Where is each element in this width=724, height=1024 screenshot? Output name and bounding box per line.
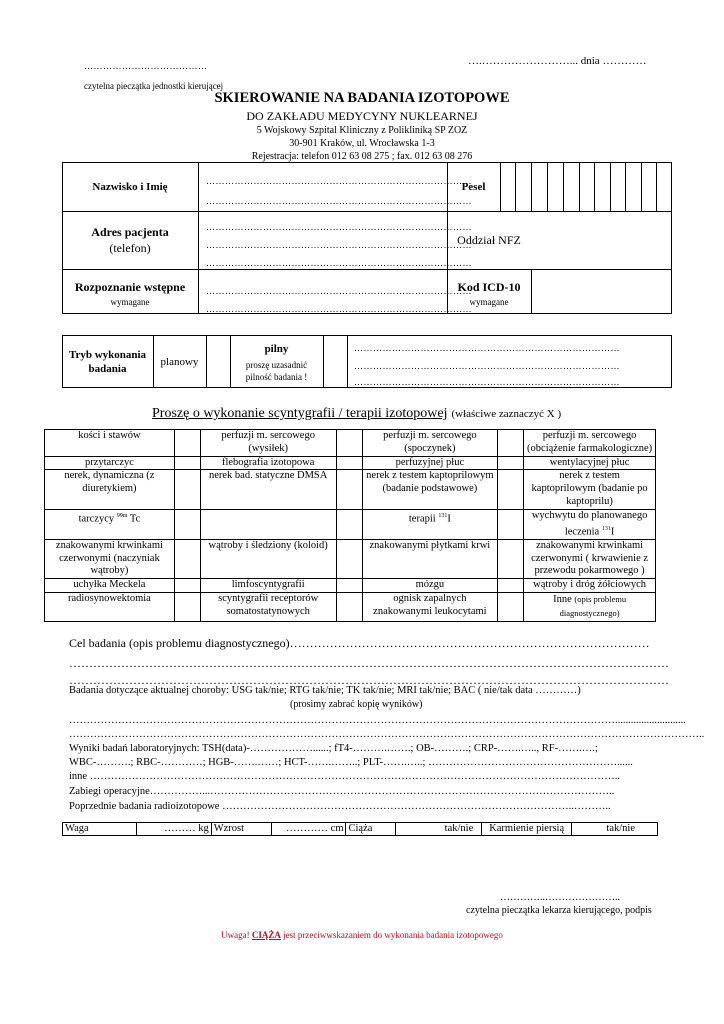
exam-checkbox[interactable] — [174, 539, 200, 578]
icd-required: wymagane — [469, 297, 509, 307]
warning-suffix: jest przeciwwskazaniem do wykonania badania izotopowego — [283, 930, 503, 940]
exam-cell: wątroby i śledziony (koloid) — [200, 539, 336, 578]
table-row — [45, 430, 656, 457]
registration-info: Rejestracja: telefon 012 63 08 275 ; fax. 012 63 08 276 — [251, 151, 473, 162]
exam-cell: nerek z testem kaptoprilowym (badanie podstawowe) — [362, 470, 498, 509]
table-row — [63, 823, 658, 836]
blank-line-2[interactable]: ……………………………………………………………………………………………………………………………………………………………….. — [69, 729, 705, 740]
other-line[interactable]: inne …………………………………………………………………………………………………………………………………….. — [69, 771, 620, 782]
exam-cell: nerek, dynamiczna (z diuretykiem) — [45, 470, 175, 509]
lab-line-1[interactable]: Wyniki badań laboratoryjnych: TSH(data)-………………......; fT4-……….…….; OB-……….; CRP-…….….., RF-…….….; — [69, 743, 598, 754]
exam-checkbox[interactable] — [336, 579, 362, 593]
lab-line-2[interactable]: WBC-……….; RBC-…………; HGB-…….……; HCT-…….……..; PLT-…….…..; ………………………………………………...... — [69, 757, 633, 768]
table-row — [45, 579, 656, 593]
address-label: Adres pacjenta — [91, 225, 169, 239]
exam-cell: perfuzji m. sercowego (obciążenie farmakologiczne) — [524, 430, 656, 457]
exam-cell: scyntygrafii receptorów somatostatynowych — [200, 593, 336, 622]
phone-label: (telefon) — [109, 241, 151, 255]
exam-checkbox[interactable] — [498, 430, 524, 457]
exam-cell: perfuzji m. sercowego (spoczynek) — [362, 430, 498, 457]
exam-checkbox[interactable] — [174, 470, 200, 509]
icd-label: Kod ICD-10 — [457, 280, 521, 294]
exam-checkbox[interactable] — [174, 579, 200, 593]
vitals-table — [62, 822, 658, 836]
stamp-label: czytelna pieczątka jednostki kierującej — [84, 81, 224, 91]
request-note: (właściwe zaznaczyć X ) — [451, 408, 562, 420]
urgent-reason-3[interactable]: ………………………………………………………………………… — [354, 377, 620, 387]
goal-line[interactable]: Cel badania (opis problemu diagnostycznego)……………………………………………………………………………… — [69, 636, 650, 650]
request-heading: Proszę o wykonanie scyntygrafii / terapii izotopowej — [152, 406, 448, 421]
diagnosis-field-1[interactable]: ………………………………………………………………………… — [206, 286, 472, 296]
exam-checkbox[interactable] — [336, 430, 362, 457]
exam-checkbox[interactable] — [336, 470, 362, 509]
exam-cell: terapii $^{131}$I — [362, 509, 498, 539]
exam-checkbox[interactable] — [336, 509, 362, 539]
hospital-address: 30-901 Kraków, ul. Wrocławska 1-3 — [289, 138, 435, 149]
exam-cell: nerek z testem kaptoprilowym (badanie po kaptoprilu) — [524, 470, 656, 509]
previous-exams-line[interactable]: Poprzednie badania radioizotopowe ………………………………………………………………………………………..……….. — [69, 801, 611, 812]
exam-checkbox[interactable] — [174, 509, 200, 539]
current-illness-line[interactable]: Badania dotyczące aktualnej choroby: USG tak/nie; RTG tak/nie; TK tak/nie; MRI tak/nie; BAC ( nie/tak data …………) — [69, 685, 581, 696]
mode-label: Tryb wykonania badania — [68, 348, 147, 375]
breastfeeding-field[interactable]: tak/nie — [572, 823, 658, 836]
diagnosis-field-2[interactable]: ………………………………………………………………………… — [206, 304, 472, 314]
exam-cell: mózgu — [362, 579, 498, 593]
date-line[interactable]: ….……………………... dnia ………… — [468, 55, 647, 67]
exam-checkbox[interactable] — [174, 593, 200, 622]
exam-cell: nerek bad. statyczne DMSA — [200, 470, 336, 509]
exam-checkbox[interactable] — [336, 593, 362, 622]
urgent-reason-2[interactable]: ………………………………………………………………………… — [354, 361, 620, 371]
warning-prefix: Uwaga! — [221, 930, 250, 940]
exam-checkbox[interactable] — [498, 593, 524, 622]
table-row — [45, 539, 656, 578]
exam-checkbox[interactable] — [336, 456, 362, 470]
signature-dots[interactable]: …………..………………….. — [500, 892, 620, 903]
exam-cell: znakowanymi krwinkami czerwonymi ( krwawienie z przewodu pokarmowego ) — [524, 539, 656, 578]
name-field[interactable]: ………………………………………………………………………… — [206, 176, 472, 186]
weight-field[interactable]: ……… kg — [136, 823, 211, 836]
height-label: Wzrost — [211, 823, 271, 836]
table-row — [45, 456, 656, 470]
exam-checkbox[interactable] — [498, 509, 524, 539]
goal-line-3[interactable]: …………………………………………………………………………………………………………………………………… — [69, 673, 669, 687]
surgery-line[interactable]: Zabiegi operacyjne……………...…………………………………………………………………………………………………….. — [69, 786, 615, 797]
name-label: Nazwisko i Imię — [92, 180, 168, 193]
table-row — [45, 470, 656, 509]
exam-checkbox[interactable] — [174, 456, 200, 470]
pesel-label: Pesel — [461, 180, 486, 193]
bring-copy-note: (prosimy zabrać kopię wyników) — [290, 699, 423, 710]
signature-label: czytelna pieczątka lekarza kierującego, podpis — [466, 905, 652, 916]
blank-line-1[interactable]: …………………………………………………………………………………………………………………………………………........................... — [69, 715, 686, 726]
table-row — [45, 509, 656, 539]
exam-cell: radiosynowektomia — [45, 593, 175, 622]
exam-cell: perfuzyjnej płuc — [362, 456, 498, 470]
exam-checkbox[interactable] — [498, 579, 524, 593]
exam-cell: ognisk zapalnych znakowanymi leukocytami — [362, 593, 498, 622]
exam-checkbox[interactable] — [498, 539, 524, 578]
weight-label: Waga — [63, 823, 137, 836]
exam-cell: perfuzji m. sercowego (wysiłek) — [200, 430, 336, 457]
nfz-label: Oddział NFZ — [457, 233, 521, 247]
diagnosis-required: wymagane — [110, 297, 150, 307]
exam-checkbox[interactable] — [498, 456, 524, 470]
urgent-note: proszę uzasadnić pilność badania ! — [245, 360, 308, 382]
stamp-dots: ………………………………… — [84, 61, 208, 71]
table-row — [45, 593, 656, 622]
exam-cell: wentylacyjnej płuc — [524, 456, 656, 470]
pregnancy-field[interactable]: tak/nie — [396, 823, 482, 836]
mode-urgent: pilny — [264, 343, 289, 355]
exam-cell: flebografia izotopowa — [200, 456, 336, 470]
exam-cell: uchyłka Meckela — [45, 579, 175, 593]
hospital-name: 5 Wojskowy Szpital Kliniczny z Polikliniką SP ZOZ — [256, 125, 468, 136]
exam-checkbox[interactable] — [336, 539, 362, 578]
exam-cell — [200, 509, 336, 539]
pregnancy-warning — [0, 930, 724, 940]
height-field[interactable]: ………… cm — [271, 823, 346, 836]
exam-cell: wychwytu do planowanego leczenia $^{131}$I — [524, 509, 656, 539]
breastfeeding-label: Karmienie piersią — [482, 823, 572, 836]
urgent-reason-1[interactable]: ………………………………………………………………………… — [354, 343, 620, 353]
planned-checkbox[interactable] — [207, 336, 229, 387]
address-field-3[interactable]: ………………………………………………………………………… — [206, 258, 472, 268]
exam-cell: tarczycy $^{99m}$ Tc — [45, 509, 175, 539]
form-subtitle: DO ZAKŁADU MEDYCYNY NUKLEARNEJ — [246, 109, 478, 123]
name-field-2[interactable]: ………………………………………………………………………… — [206, 196, 472, 206]
urgent-checkbox[interactable] — [324, 336, 346, 387]
address-field-2[interactable]: ………………………………………………………………………… — [206, 240, 472, 250]
exam-cell: limfoscyntygrafii — [200, 579, 336, 593]
pregnancy-label: Ciąża — [346, 823, 396, 836]
exam-cell: znakowanymi krwinkami czerwonymi (naczyniak wątroby) — [45, 539, 175, 578]
goal-line-2[interactable]: …………………………………………………………………………………………………………………………………… — [69, 656, 669, 670]
form-title: SKIEROWANIE NA BADANIA IZOTOPOWE — [214, 90, 510, 106]
exam-cell: Inne (opis problemu diagnostycznego) — [524, 593, 656, 622]
mode-planned: planowy — [160, 355, 199, 368]
diagnosis-label: Rozpoznanie wstępne — [74, 280, 186, 294]
exam-cell: znakowanymi płytkami krwi — [362, 539, 498, 578]
warning-word: CIĄŻA — [251, 930, 281, 940]
exam-checkbox[interactable] — [174, 430, 200, 457]
exam-cell: wątroby i dróg żółciowych — [524, 579, 656, 593]
exam-checkbox[interactable] — [498, 470, 524, 509]
exam-cell: przytarczyc — [45, 456, 175, 470]
exams-table — [44, 429, 656, 622]
exam-cell: kości i stawów — [45, 430, 175, 457]
address-field-1[interactable]: ………………………………………………………………………… — [206, 222, 472, 232]
